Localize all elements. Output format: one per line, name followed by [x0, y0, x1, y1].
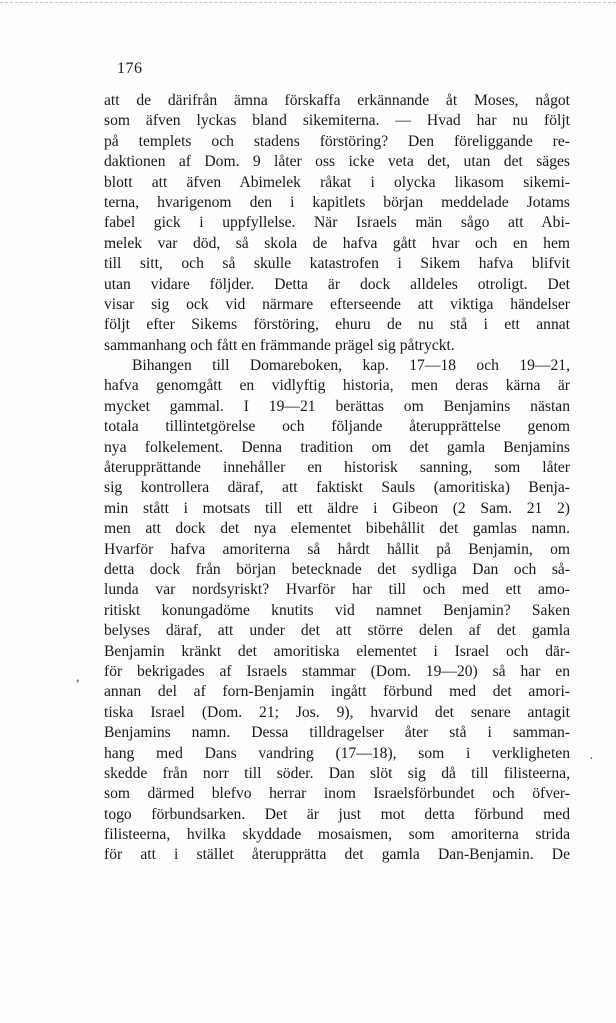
text-line: detta dock från början betecknade det sydliga Dan och så-: [104, 560, 570, 578]
text-line: nya folkelement. Denna tradition om det gamla Benjamins: [104, 438, 570, 456]
text-line: Benjamins namn. Dessa tilldragelser åter stå i samman-: [104, 724, 570, 742]
text-line: terna, hvarigenom den i kapitlets början meddelade Jotams: [104, 193, 570, 211]
text-line: totala tillintetgörelse och följande återupprättelse genom: [104, 418, 570, 436]
text-line: tiska Israel (Dom. 21; Jos. 9), hvarvid det senare antagit: [104, 703, 570, 721]
page-number: 176: [117, 60, 143, 77]
text-line: Hvarför hafva amoriterna så hårdt hållit på Benjamin, om: [104, 540, 570, 558]
text-line: hafva genomgått en vidlyftig historia, men deras kärna är: [104, 377, 570, 395]
text-line: sig kontrollera däraf, att faktiskt Sauls (amoritiska) Benja-: [104, 479, 570, 497]
text-line: för att i stället återupprätta det gamla Dan-Benjamin. De: [104, 846, 570, 864]
body-text: [104, 91, 570, 866]
text-line: sammanhang och fått en främmande prägel sig påtryckt.: [104, 336, 455, 354]
text-line: på templets och stadens förstöring? Den föreliggande re-: [104, 132, 570, 150]
text-line: återupprättande innehåller en historisk sanning, som låter: [104, 459, 570, 477]
text-line: utan vidare följder. Detta är dock alldeles otroligt. Det: [104, 275, 570, 293]
text-line: hang med Dans vandring (17—18), som i verkligheten: [104, 744, 570, 762]
text-line: för bekrigades af Israels stammar (Dom. 19—20) så har en: [104, 662, 570, 680]
text-line: som därmed blefvo herrar inom Israelsförbundet och öfver-: [104, 785, 570, 803]
text-line: filisteerna, hvilka skyddade mosaismen, som amoriterna strida: [104, 826, 570, 844]
margin-speck: ·: [589, 752, 594, 767]
text-line: lunda var nordsyriskt? Hvarför har till och med ett amo-: [104, 581, 570, 599]
text-line: melek var död, så skola de hafva gått hvar och en hem: [104, 234, 570, 252]
margin-speck: ,: [76, 670, 80, 685]
text-line: mycket gammal. I 19—21 berättas om Benjamins nästan: [104, 397, 570, 415]
text-line: belyses däraf, att under det att större delen af det gamla: [104, 622, 570, 640]
text-line: blott att äfven Abimelek råkat i olycka likasom sikemi-: [104, 173, 570, 191]
text-line: fabel gick i uppfyllelse. När Israels män sågo att Abi-: [104, 214, 570, 232]
text-line: daktionen af Dom. 9 låter oss icke veta det, utan det säges: [104, 153, 570, 171]
text-line: följt efter Sikems förstöring, ehuru de nu stå i ett annat: [104, 316, 570, 334]
text-line: ritiskt konungadöme knutits vid namnet Benjamin? Saken: [104, 601, 570, 619]
text-line: togo förbundsarken. Det är just mot detta förbund med: [104, 805, 570, 823]
text-line: men att dock det nya elementet bibehållit det gamlas namn.: [104, 520, 570, 538]
text-line: Benjamin kränkt det amoritiska elementet i Israel och där-: [104, 642, 570, 660]
page-top-edge: [0, 2, 616, 3]
text-line: skedde från norr till söder. Dan slöt sig då till filisteerna,: [104, 764, 570, 782]
text-line: annan del af forn-Benjamin ingått förbund med det amori-: [104, 683, 570, 701]
text-line: att de därifrån ämna förskaffa erkännande åt Moses, något: [104, 92, 570, 109]
text-line: visar sig ock vid närmare efterseende att viktiga händelser: [104, 295, 570, 313]
paragraph-start-line: Bihangen till Domareboken, kap. 17—18 och 19—21,: [132, 357, 570, 375]
text-line: min stått i motsats till ett äldre i Gibeon (2 Sam. 21 2): [104, 499, 570, 517]
text-line: som äfven lyckas bland sikemiterna. — Hvad har nu följt: [104, 112, 570, 130]
text-line: till sitt, och så skulle katastrofen i Sikem hafva blifvit: [104, 255, 570, 273]
